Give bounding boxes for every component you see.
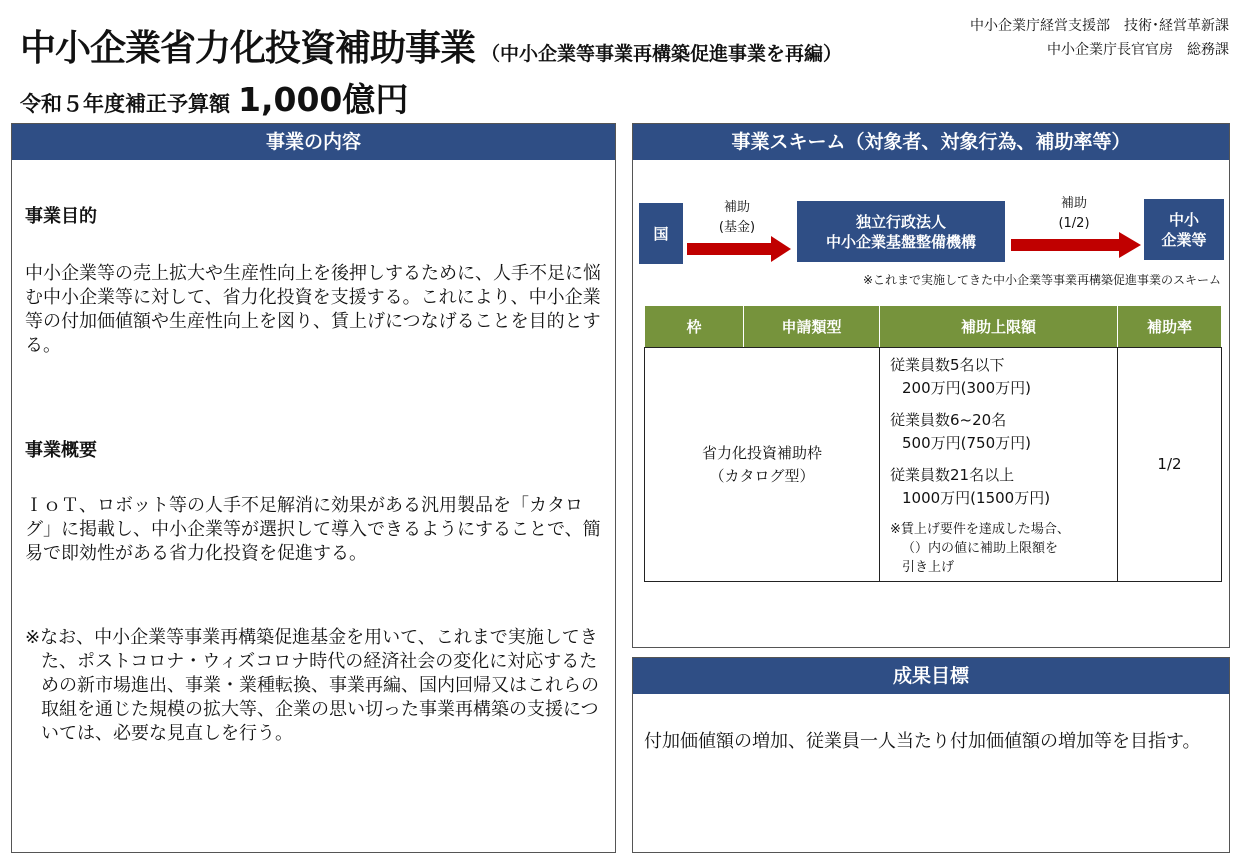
purpose-text: 中小企業等の売上拡大や生産性向上を後押しするために、人手不足に悩む中小企業等に対して、省力化投資を支援する。これにより、中小企業等の付加価値額や生産性向上を図り、賃上げにつなげることを目的とする。: [25, 263, 601, 356]
goal-text: 付加価値額の増加、従業員一人当たり付加価値額の増加等を目指す。: [644, 731, 1201, 752]
overview-heading: 事業概要: [25, 440, 97, 461]
scheme-header: 事業スキーム（対象者、対象行為、補助率等）: [633, 124, 1229, 160]
cap-note-line1: ※賃上げ要件を達成した場合、: [890, 522, 1070, 537]
cap-amount: 200万円(300万円): [902, 379, 1031, 397]
column-header: 枠: [645, 306, 744, 348]
arrow2-label-line2: (1/2): [1058, 216, 1090, 231]
arrow-right-icon: [687, 236, 791, 262]
agency-box: [797, 201, 1005, 262]
arrow1-label-line1: 補助: [723, 200, 750, 215]
sme-label-line1: 中小: [1168, 210, 1199, 229]
sme-label-line2: 企業等: [1161, 230, 1207, 249]
column-header: 補助上限額: [880, 306, 1118, 348]
table-header-row: [645, 306, 1222, 348]
scheme-note: ※これまで実施してきた中小企業等事業再構築促進事業のスキーム: [862, 273, 1221, 287]
review-note: ※なお、中小企業等事業再構築促進基金を用いて、これまで実施してきた、ポストコロナ・ウィズコロナ時代の経済社会の変化に対応するための新市場進出、事業・業種転換、事業再編、国内回帰又はこれらの取組を通じた規模の拡大等、企業の思い切った事業再構築の支援については、必要な見直しを行う。: [25, 627, 599, 744]
cap-employees: 従業員数5名以下: [890, 356, 1005, 374]
agency-label-line2: 中小企業基盤整備機構: [825, 232, 976, 251]
subsidy-rate: 1/2: [1157, 455, 1182, 473]
department-info: [970, 14, 1229, 62]
business-content-panel: [11, 123, 616, 853]
department-line-1: 中小企業庁経営支援部 技術･経営革新課: [970, 18, 1229, 34]
budget-label: 令和５年度補正予算額: [20, 92, 230, 116]
business-content-header: 事業の内容: [12, 124, 615, 160]
application-type-cell: [645, 348, 880, 582]
cap-amount: 500万円(750万円): [902, 434, 1031, 452]
cap-employees: 従業員数6~20名: [890, 411, 1007, 429]
arrow1-label: [685, 198, 789, 238]
country-box: [639, 203, 683, 264]
budget-amount: 1,000億円: [238, 80, 409, 119]
column-header: 申請類型: [744, 306, 880, 348]
overview-text: ＩｏＴ、ロボット等の人手不足解消に効果がある汎用製品を「カタログ」に掲載し、中小企業等が選択して導入できるようにすることで、簡易で即効性がある省力化投資を促進する。: [25, 495, 601, 564]
table-row: [645, 348, 1222, 582]
cap-employees: 従業員数21名以上: [890, 466, 1015, 484]
arrow1-label-line2: (基金): [718, 220, 756, 235]
arrow2-label: [1009, 194, 1139, 234]
purpose-heading: 事業目的: [25, 206, 97, 227]
cap-note: [890, 520, 1109, 577]
subsidy-rate-cell: [1118, 348, 1222, 582]
subsidy-cap-cell: [880, 348, 1118, 582]
goal-header: 成果目標: [633, 658, 1229, 694]
sme-box: [1144, 199, 1224, 260]
page-title: [20, 20, 842, 71]
cap-amount: 1000万円(1500万円): [902, 489, 1051, 507]
arrow-right-icon: [1011, 232, 1141, 258]
department-line-2: 中小企業庁長官官房 総務課: [1047, 42, 1229, 58]
budget-line: [20, 74, 408, 121]
column-header: 補助率: [1118, 306, 1222, 348]
title-subtitle: （中小企業等事業再構築促進事業を再編）: [481, 43, 843, 65]
scheme-panel: [632, 123, 1230, 648]
arrow2-label-line1: 補助: [1060, 196, 1087, 211]
application-type-line1: 省力化投資補助枠: [701, 443, 822, 462]
title-main: 中小企業省力化投資補助事業: [20, 28, 476, 69]
agency-label-line1: 独立行政法人: [855, 212, 946, 231]
cap-note-line2: （）内の値に補助上限額を: [902, 541, 1059, 556]
country-label: 国: [653, 224, 669, 243]
goal-panel: [632, 657, 1230, 853]
application-type-line2: （カタログ型）: [709, 466, 815, 485]
subsidy-table: [644, 305, 1222, 582]
cap-note-line3: 引き上げ: [902, 560, 955, 575]
